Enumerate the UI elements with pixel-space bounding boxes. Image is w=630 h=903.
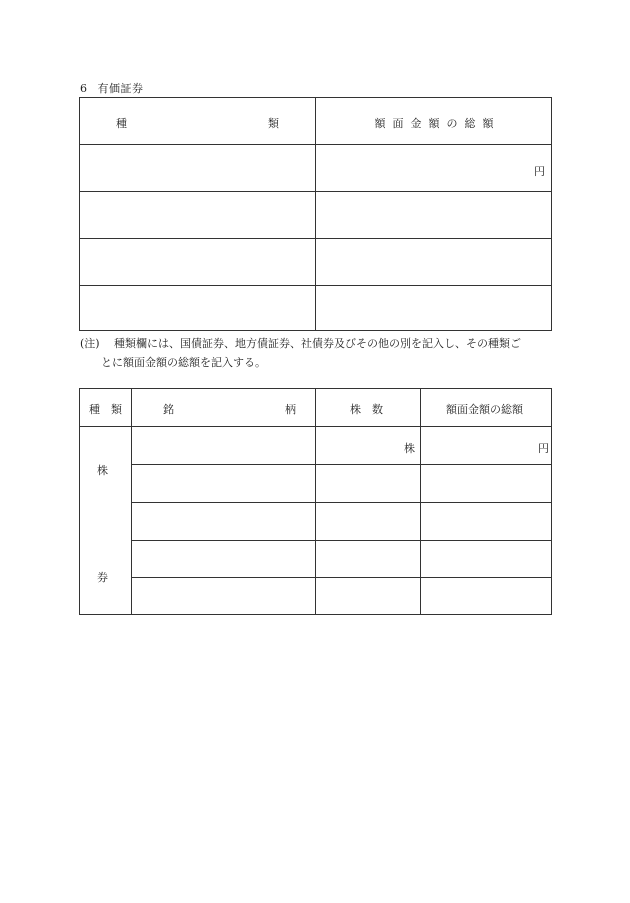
shares-cell-3[interactable] [316, 503, 420, 540]
unit-shares: 株 [404, 442, 415, 455]
shares-cell-2[interactable] [316, 465, 420, 502]
kind-cell-1[interactable] [80, 145, 315, 191]
amount-cell-2[interactable] [316, 192, 552, 238]
amount-cell-1[interactable] [316, 145, 552, 191]
shares-cell-4[interactable] [316, 541, 420, 577]
issue-cell-2[interactable] [132, 465, 315, 502]
amount-cell-5[interactable] [421, 578, 551, 614]
section-number: 6 [80, 82, 88, 95]
issue-cell-4[interactable] [132, 541, 315, 577]
amount-cell-3[interactable] [421, 503, 551, 540]
table-note [80, 334, 560, 372]
note-line-1: 種類欄には、国債証券、地方債証券、社債券及びその他の別を記入し、その種類ご [114, 337, 521, 350]
unit-yen: 円 [534, 165, 545, 178]
kind-label-top: 株 [97, 464, 108, 477]
kind-cell-3[interactable] [80, 239, 315, 285]
unit-yen: 円 [538, 442, 549, 455]
header-kind-char-2: 類 [268, 117, 279, 130]
note-label: (注) [80, 337, 100, 350]
stock-certificates-table [79, 388, 552, 615]
amount-cell-3[interactable] [316, 239, 552, 285]
header-face-amount-total: 額面金額の総額 [446, 403, 523, 416]
amount-cell-2[interactable] [421, 465, 551, 502]
header-shares: 株 数 [350, 403, 383, 416]
note-line-2: とに額面金額の総額を記入する。 [101, 356, 266, 369]
section-heading [80, 80, 144, 96]
header-kind-char-1: 種 [116, 117, 127, 130]
kind-cell-4[interactable] [80, 286, 315, 330]
header-face-amount-total: 額面金額の総額 [374, 117, 501, 130]
issue-cell-1[interactable] [132, 427, 315, 464]
shares-cell-1[interactable] [316, 427, 420, 464]
header-issue-char-2: 柄 [285, 403, 296, 416]
kind-cell-2[interactable] [80, 192, 315, 238]
header-issue-char-1: 銘 [163, 403, 174, 416]
issue-cell-3[interactable] [132, 503, 315, 540]
securities-kind-table [79, 97, 552, 331]
amount-cell-4[interactable] [421, 541, 551, 577]
section-title: 有価証券 [97, 82, 144, 95]
issue-cell-5[interactable] [132, 578, 315, 614]
header-kind: 種 類 [89, 403, 122, 416]
amount-cell-1[interactable] [421, 427, 551, 464]
shares-cell-5[interactable] [316, 578, 420, 614]
kind-label-bottom: 券 [97, 571, 108, 584]
amount-cell-4[interactable] [316, 286, 552, 330]
